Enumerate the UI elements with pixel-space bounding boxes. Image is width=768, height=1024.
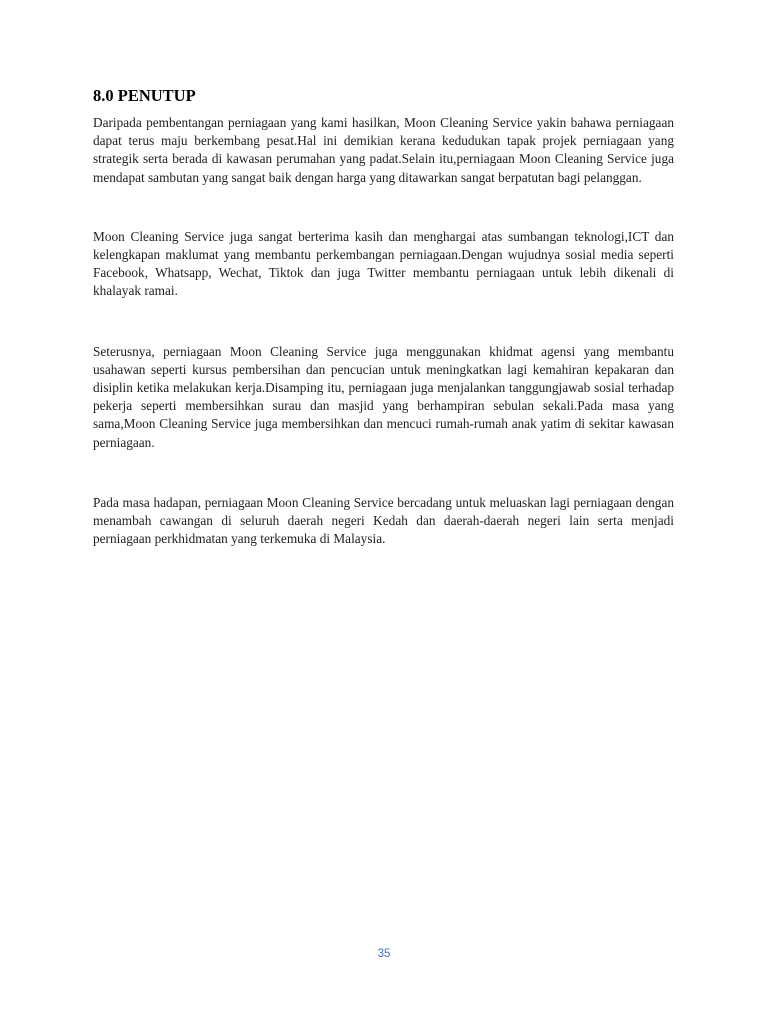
- paragraph-spacer: [93, 187, 674, 228]
- page-number: 35: [377, 948, 391, 960]
- paragraph-spacer: [93, 301, 674, 343]
- paragraph-future-plans: Pada masa hadapan, perniagaan Moon Cleaning Service bercadang untuk meluaskan lagi perniagaan dengan menambah cawangan di seluruh daerah negeri Kedah dan daerah-daerah negeri lain serta menjadi perniagaan perkhidmatan yang terkemuka di Malaysia.: [93, 494, 674, 547]
- paragraph-gratitude: Moon Cleaning Service juga sangat berterima kasih dan menghargai atas sumbangan teknologi,ICT dan kelengkapan maklumat yang membantu perkembangan perniagaan.Dengan wujudnya sosial media seperti Facebook, Whatsapp, Wechat, Tiktok dan juga Twitter membantu perniagaan untuk lebih dikenali di khalayak ramai.: [93, 228, 674, 299]
- paragraph-agency: Seterusnya, perniagaan Moon Cleaning Service juga menggunakan khidmat agensi yang membantu usahawan seperti kursus pembersihan dan pencucian untuk meningkatkan lagi kemahiran kepakaran dan disiplin ketika melakukan kerja.Disamping itu, perniagaan juga menjalankan tanggungjawab sosial terhadap pekerja seperti membersihkan surau dan masjid yang berhampiran sebulan sekali.Pada masa yang sama,Moon Cleaning Service juga membersihkan dan mencuci rumah-rumah anak yatim di sekitar kawasan perniagaan.: [93, 343, 674, 450]
- paragraph-spacer: [93, 452, 674, 494]
- section-heading: 8.0 PENUTUP: [93, 86, 196, 105]
- paragraph-conclusion: Daripada pembentangan perniagaan yang kami hasilkan, Moon Cleaning Service yakin bahawa perniagaan dapat terus maju berkembang pesat.Hal ini demikian kerana kedudukan tapak projek perniagaan yang strategik serta berada di kawasan perumahan yang padat.Selain itu,perniagaan Moon Cleaning Service juga mendapat sambutan yang sangat baik dengan harga yang ditawarkan sangat berpatutan bagi pelanggan.: [93, 115, 674, 185]
- page-content: [93, 86, 674, 548]
